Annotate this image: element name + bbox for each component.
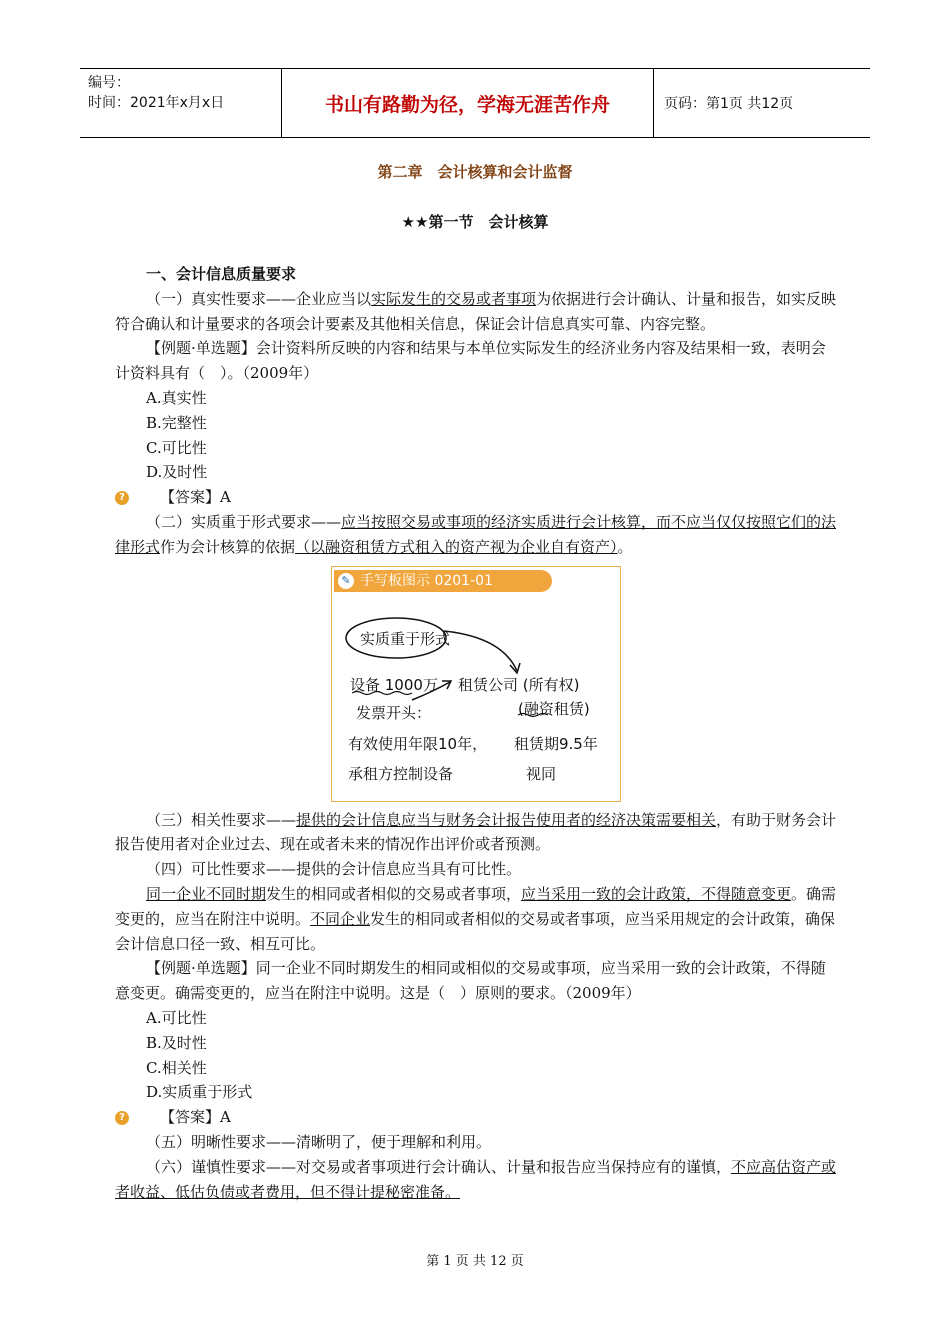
option-d: D.实质重于形式 <box>146 1083 253 1102</box>
answer-text: 【答案】A <box>160 488 231 507</box>
para-comparability: （四）可比性要求——提供的会计信息应当具有可比性。 <box>146 860 522 879</box>
para-substance-over-form <box>115 510 839 560</box>
page-footer: 第 1 页 共 12 页 <box>426 1254 524 1269</box>
option-d: D.及时性 <box>146 463 208 482</box>
document-body <box>115 262 839 1204</box>
section-title: ★★第一节 会计核算 <box>401 213 549 231</box>
option-a: A.可比性 <box>146 1008 207 1027</box>
underlined-text: 实际发生的交易或者事项 <box>371 289 537 308</box>
header-page-info: 页码：第1页 共12页 <box>664 96 794 112</box>
page-header <box>80 68 870 138</box>
text-run: ，有助于财务会计报告使用者对企业过去、现在或者未来的情况作出评价或者预测。 <box>115 810 837 854</box>
fig-finance-lease: (融资租赁) <box>518 699 590 718</box>
underlined-text: （以融资租赁方式租入的资产视为企业自有资产） <box>295 537 618 556</box>
para-clarity: （五）明晰性要求——清晰明了，便于理解和利用。 <box>146 1132 492 1151</box>
fig-bubble-text: 实质重于形式 <box>360 629 451 648</box>
answer-text: 【答案】A <box>160 1108 231 1127</box>
fig-lessor: 租赁公司 (所有权) <box>458 675 580 694</box>
option-a: A.真实性 <box>146 388 207 407</box>
figure-tab-label: 手写板图示 0201-01 <box>360 572 493 589</box>
underlined-text: 提供的会计信息应当与财务会计报告使用者的经济决策需要相关 <box>296 810 717 829</box>
question-mark-icon: ? <box>115 1111 129 1125</box>
fig-equipment: 设备 1000万 <box>350 675 438 694</box>
option-b: B.完整性 <box>146 413 207 432</box>
text-run: 发生的相同或者相似的交易或者事项， <box>266 884 522 903</box>
option-b: B.及时性 <box>146 1033 207 1052</box>
underlined-text: 不同企业 <box>310 909 371 928</box>
underlined-text: 应当采用一致的会计政策，不得随意变更 <box>521 884 792 903</box>
option-c: C.可比性 <box>146 438 207 457</box>
underlined-text: 应当按照交易或事项的经济实质进行会计核算，而不应当仅仅按照它们的法律形式 <box>115 512 837 556</box>
fig-deemed: 视同 <box>526 764 557 783</box>
pen-icon: ✎ <box>338 573 354 589</box>
question-mark-icon: ? <box>115 491 129 505</box>
text-run: （二）实质重于形式要求—— <box>146 512 342 531</box>
arrow-to-lessor <box>444 631 517 671</box>
answer-2 <box>115 1105 839 1130</box>
fig-lessee-control: 承租方控制设备 <box>348 764 454 783</box>
example-question-1: 【例题·单选题】会计资料所反映的内容和结果与本单位实际发生的经济业务内容及结果相一致，表明会计资料具有（ ）。（2009年） <box>115 339 826 383</box>
fig-lease-term: 租赁期9.5年 <box>514 734 598 753</box>
example-question-2: 【例题·单选题】同一企业不同时期发生的相同或相似的交易或事项，应当采用一致的会计政策，不得随意变更。确需变更的，应当在附注中说明。这是（ ）原则的要求。（2009年） <box>115 959 826 1003</box>
text-run: （三）相关性要求—— <box>146 810 297 829</box>
para-prudence <box>115 1155 839 1205</box>
handwriting-figure <box>331 566 621 802</box>
text-run: （六）谨慎性要求——对交易或者事项进行会计确认、计量和报告应当保持应有的谨慎， <box>146 1157 732 1176</box>
fig-useful-life: 有效使用年限10年， <box>348 734 488 753</box>
para-relevance <box>115 808 839 858</box>
heading-quality-requirements: 一、会计信息质量要求 <box>146 265 297 283</box>
underlined-text: 同一企业不同时期 <box>146 884 267 903</box>
text-run: 。 <box>617 537 633 556</box>
option-c: C.相关性 <box>146 1058 207 1077</box>
para-reliability <box>115 287 839 337</box>
doc-number: 编号： <box>88 75 130 91</box>
doc-time: 时间：2021年x月x日 <box>88 95 225 111</box>
para-comparability-detail <box>115 882 839 956</box>
text-run: 为依据进行会计确认、计量和报告，如实反映符合确认和计量要求的各项会计要素及其他相关信息，保证会计信息真实可靠、内容完整。 <box>115 289 837 333</box>
text-run: （一）真实性要求——企业应当以 <box>146 289 372 308</box>
underlined-text: 不应高估资产或者收益、低估负债或者费用，但不得计提秘密准备。 <box>115 1157 837 1201</box>
answer-1 <box>115 485 839 510</box>
header-motto: 书山有路勤为径，学海无涯苦作舟 <box>282 69 654 137</box>
text-run: 发生的相同或者相似的交易或者事项，应当采用规定的会计政策，确保会计信息口径一致、相互可比。 <box>115 909 836 953</box>
text-run: 作为会计核算的依据 <box>160 537 296 556</box>
chapter-title: 第二章 会计核算和会计监督 <box>377 163 573 181</box>
header-meta <box>80 69 282 137</box>
text-run: 。确需变更的，应当在附注中说明。 <box>115 884 837 928</box>
fig-invoice: 发票开头： <box>356 703 432 722</box>
